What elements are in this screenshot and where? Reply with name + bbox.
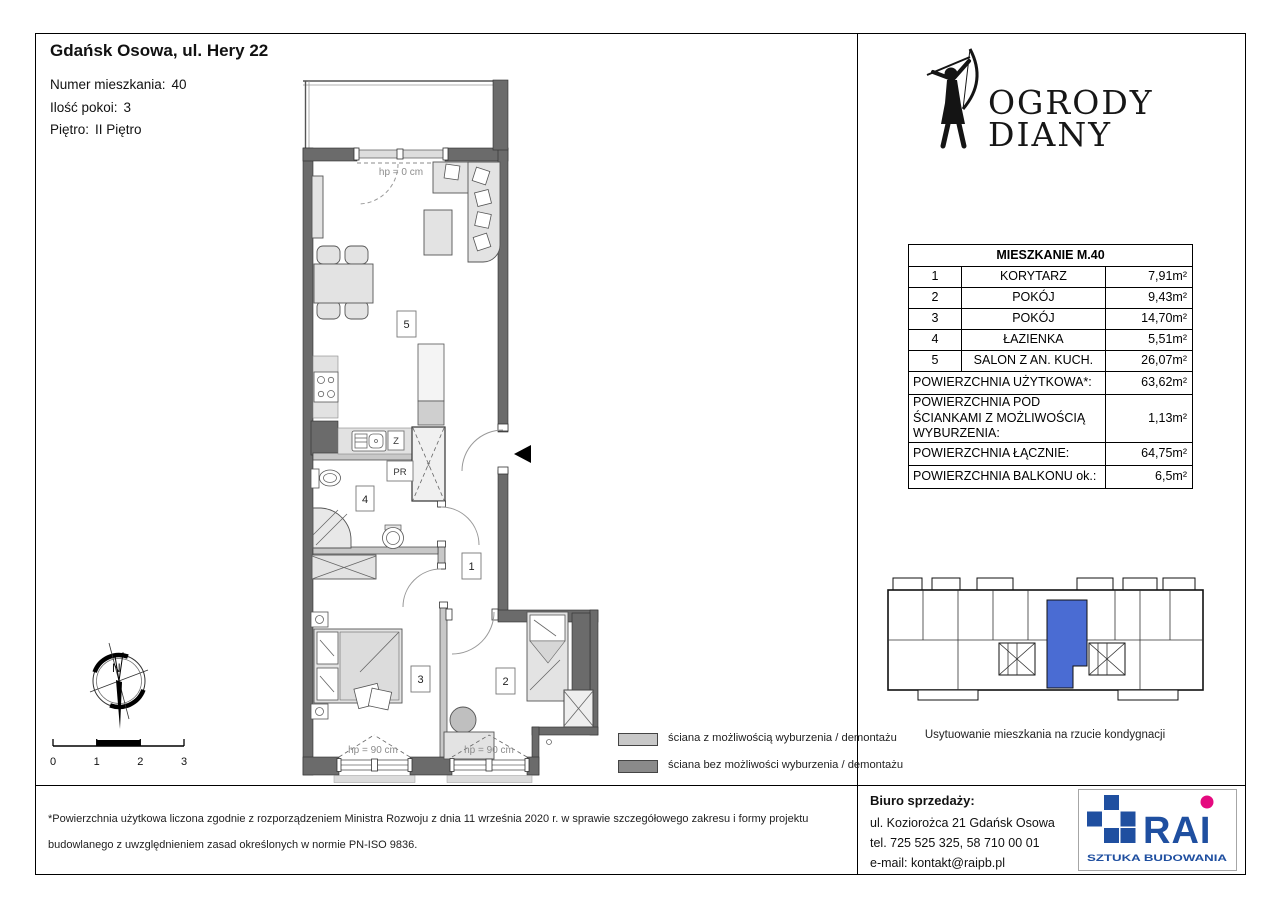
summary-value: 1,13m² [1105,395,1192,443]
scale-tick-0: 0 [49,756,57,768]
room-label-2: 2 [502,676,509,688]
room-label-3: 3 [417,674,424,686]
washer-label: PR [393,467,407,478]
row-area: 5,51m² [1105,330,1192,351]
row-no: 1 [909,267,962,288]
rai-dot-icon [1201,796,1214,809]
row-area: 14,70m² [1105,309,1192,330]
floor-value: II Piętro [95,122,142,137]
row-name: POKÓJ [961,288,1105,309]
legend-label-dark: ściana bez możliwości wyburzenia / demontażu [668,759,904,771]
ventilation-shaft [412,427,445,501]
rooms-count-row [50,100,131,115]
rai-logo [1078,789,1237,871]
room-label-4: 4 [361,494,369,506]
bedroom2-wardrobe [564,690,593,727]
room-label-5: 5 [403,319,410,331]
brand-name-line1: OGRODY [988,83,1154,122]
rai-logo-icon [1079,790,1234,868]
washbasin [383,525,404,549]
row-area: 26,07m² [1105,351,1192,372]
compass-north-label: N [112,661,121,675]
stove [314,372,338,402]
sales-office-address: ul. Koziorożca 21 Gdańsk Osowa [870,816,1055,830]
window-left-sill-label: hp = 90 cm [348,745,398,756]
scale-tick-1: 1 [93,756,100,768]
rooms-count-label: Ilość pokoi: [50,100,118,115]
kitchen-sink [352,431,386,451]
rai-tagline: SZTUKA BUDOWANIA [1087,853,1228,863]
locator-caption: Usytuowanie mieszkania na rzucie kondygnacji [924,729,1166,741]
apartment-number-row [50,77,187,92]
footnote: *Powierzchnia użytkowa liczona zgodnie z rozporządzeniem Ministra Rozwoju z dnia 11 września 2020 r. w sprawie szczegółowego zakresu i formy projektu budowlanego z uwzględnieniem zasad określonych w normie PN-ISO 9836. [48,813,809,851]
summary-value: 64,75m² [1105,442,1192,465]
area-table-title: MIESZKANIE M.40 [909,245,1193,267]
rooms-count-value: 3 [123,100,132,115]
column-divider [857,33,858,874]
kitchen-shaft [311,421,338,455]
row-no: 5 [909,351,962,372]
summary-label: POWIERZCHNIA ŁĄCZNIE: [909,442,1106,465]
scale-tick-2: 2 [137,756,144,768]
row-area: 7,91m² [1105,267,1192,288]
bathroom [311,461,413,549]
row-no: 3 [909,309,962,330]
room-label-1: 1 [468,561,475,573]
stair-core-left [999,643,1035,675]
apartment-number-label: Numer mieszkania: [50,77,166,92]
apartment-number-value: 40 [171,77,187,92]
stair-core-right [1089,643,1125,675]
toilet [311,469,341,488]
sales-office-email: e-mail: kontakt@raipb.pl [870,856,1005,870]
room2-shaft [572,613,590,690]
row-name: KORYTARZ [961,267,1105,288]
row-no: 2 [909,288,962,309]
shower [313,508,351,548]
balcony-sill-label: hp = 0 cm [378,167,424,178]
legend-swatch-light [618,733,658,746]
summary-value: 63,62m² [1105,372,1192,395]
rai-squares-icon [1087,795,1136,843]
building-outline [888,578,1203,700]
rai-name: RAI [1143,810,1212,852]
summary-label: POWIERZCHNIA UŻYTKOWA*: [909,372,1106,395]
tv-cabinet [312,176,323,238]
bedroom-2 [444,612,593,759]
fridge [418,344,444,425]
row-name: POKÓJ [961,309,1105,330]
balcony-railing [303,81,493,148]
living-room [312,162,500,337]
side-table [424,210,452,255]
sales-office-heading: Biuro sprzedaży: [870,793,975,808]
area-table [908,244,1193,489]
legend-swatch-dark [618,760,658,773]
summary-value: 6,5m² [1105,465,1192,488]
building-locator [878,568,1212,748]
summary-label: POWIERZCHNIA POD ŚCIANKAMI Z MOŻLIWOŚCIĄ WYBURZENIA: [909,395,1106,443]
scale-bar [48,736,193,770]
dishwasher-label: Z [393,436,399,447]
floor-row [50,122,142,137]
page-title: Gdańsk Osowa, ul. Hery 22 [50,41,269,60]
compass-icon [82,636,157,736]
row-area: 9,43m² [1105,288,1192,309]
single-bed [527,612,568,701]
shaft-label: x [426,462,431,469]
archer-logo-icon [921,45,993,149]
scale-tick-3: 3 [180,756,188,768]
window-right-sill-label: hp = 90 cm [464,745,514,756]
bedroom-3 [311,612,430,719]
summary-label: POWIERZCHNIA BALKONU ok.: [909,465,1106,488]
row-no: 4 [909,330,962,351]
brand-name-line2: DIANY [988,115,1112,154]
row-name: ŁAZIENKA [961,330,1105,351]
row-name: SALON Z AN. KUCH. [961,351,1105,372]
floor-plan [295,58,670,788]
legend-label-light: ściana z możliwością wyburzenia / demontażu [668,732,897,744]
entrance-marker-icon [514,445,531,463]
dining-set [314,246,373,319]
sales-office-phone: tel. 725 525 325, 58 710 00 01 [870,836,1040,850]
floor-label: Piętro: [50,122,90,137]
double-bed [314,629,402,710]
